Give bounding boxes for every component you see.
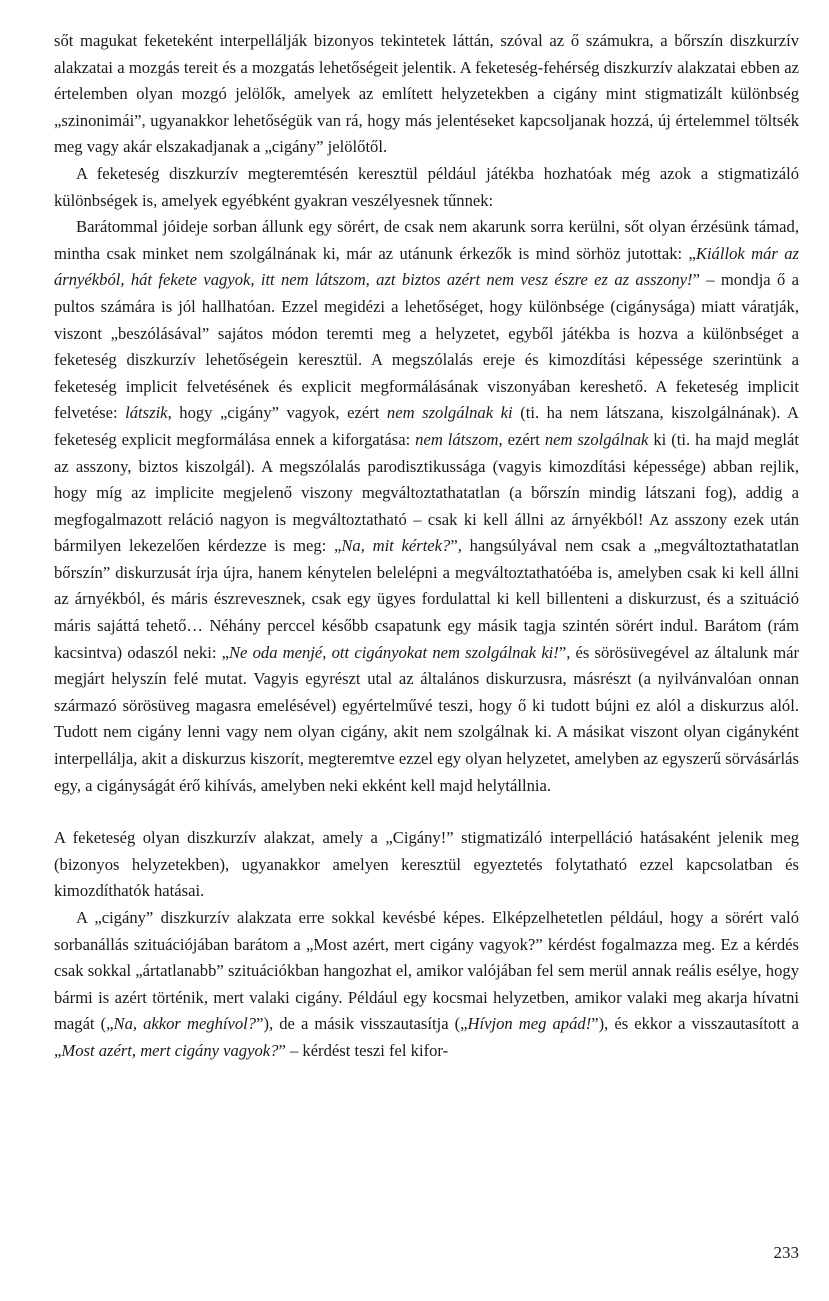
italic-quote: nem látszom	[415, 429, 499, 449]
body-text	[54, 28, 799, 1065]
text-run: ”, és sörösüvegével az általunk már megjárt helyszín felé mutat. Vagyis egyrészt utal az általános diskurzusra, másrészt (a nyilvánvalóan onnan származó sörösüveg magasra emelésével) egyértelművé teszi, hogy ő ki tudott bújni ez alól a diskurzus alól. Tudott nem cigány lenni vagy nem olyan cigány, akit nem szolgálnak ki. A másikat viszont olyan cigányként interpellálja, akit a diskurzus kiszorít, megteremtve ezzel egy olyan helyzetet, amelyben az egyszerű sörvásárlás egy, a cigányságát érő kihívás, amelyben neki ekként kell majd helytállnia.	[54, 642, 799, 795]
italic-quote: látszik	[125, 403, 168, 423]
text-run: , ezért	[498, 429, 545, 449]
paragraph	[54, 905, 799, 1065]
text-run: , hogy „cigány” vagyok, ezért	[167, 403, 387, 423]
italic-quote: nem szolgálnak ki	[386, 403, 513, 423]
text-run: ”), de a másik visszautasítja („	[256, 1014, 468, 1034]
text-run: ”), és ekkor a visszautasított a „	[54, 1014, 799, 1060]
paragraph	[54, 214, 799, 799]
italic-quote: Na, mit kértek?	[341, 536, 451, 556]
text-run: ” – mondja ő a pultos számára is jól hallhatóan. Ezzel megidézi a lehetőséget, hogy különbsége (cigánysága) miatt váratják, viszont „beszólásával” sajátos módon teremti meg a helyzetet, egyből játékba is hozva a különbséget a feketeség diszkurzív lehetőségein keresztül. A megszólalás ereje és kimozdítási képessége szerintünk a feketeség implicit felvetésének és explicit megformálásának viszonyában kereshető. A feketeség implicit felvetése:	[54, 270, 799, 423]
text-run: A feketeség olyan diszkurzív alakzat, amely a „Cigány!” stigmatizáló interpelláció hatásaként jelenik meg (bizonyos helyzetekben), ugyanakkor amelyen keresztül egyeztetés folytatható ezzel kapcsolatban és kimozdíthatók hatásai.	[54, 828, 799, 901]
text-run: Barátommal jóideje sorban állunk egy sörért, de csak nem akarunk sorra kerülni, sőt olyan érzésünk támad, mintha csak minket nem szolgálnának ki, már az utánunk érkezők is mind sörhöz jutottak: „	[54, 217, 799, 263]
text-run: ”, hangsúlyával nem csak a „megváltoztathatatlan bőrszín” diskurzusát írja újra, hanem kénytelen belelépni a megváltoztathatóéba is, amelyben csak ki kell állni az árnyékból, és máris észrevesznek, csak egy ügyes fordulattal ki kell billenteni a diskurzust, és a szituáció máris sajáttá tehető… Néhány perccel később csapatunk egy másik tagja szintén sörért indul. Barátom (rám kacsintva) odaszól neki: „	[54, 536, 799, 662]
italic-quote: nem szolgálnak	[544, 429, 649, 449]
text-run: A „cigány” diszkurzív alakzata erre sokkal kevésbé képes. Elképzelhetetlen például, hogy a sörért való sorbanállás szituációjában barátom a „Most azért, mert cigány vagyok?” kérdést fogalmazza meg. Ez a kérdés csak sokkal „ártatlanabb” szituációkban hangozhat el, amikor valójában fel sem merül annak reális esélye, hogy bármi is azért történik, mert valaki cigány. Például egy kocsmai helyzetben, amikor valaki meg akarja hívatni magát („	[54, 908, 799, 1034]
text-run: A feketeség diszkurzív megteremtésén keresztül például játékba hozhatóak még azok a stigmatizáló különbségek is, amelyek egyébként gyakran veszélyesnek tűnnek:	[54, 163, 799, 210]
italic-quote: Hívjon meg apád!	[467, 1014, 592, 1034]
text-run: (ti. ha nem látszana, kiszolgálnának). A feketeség explicit megformálása ennek a kiforgatása:	[54, 403, 799, 449]
paragraph	[54, 825, 799, 905]
page-number: 233	[773, 1243, 799, 1262]
text-run: ki (ti. ha majd meglát az asszony, biztos kiszolgál). A megszólalás parodisztikussága (vagyis kimozdítási képessége) abban rejlik, hogy míg az implicite megjelenő viszony megváltoztathatatlan (a bőrszín mindig látszani fog), addig a megfogalmazott reláció nagyon is megváltoztatható – csak ki kell állni az árnyékból! Az asszony ezek után bármilyen lekezelően kérdezze is meg: „	[54, 429, 799, 556]
italic-quote: Kiállok már az árnyékból, hát fekete vagyok, itt nem látszom, azt biztos azért nem vesz észre ez az asszony!	[54, 243, 799, 290]
paragraph	[54, 161, 799, 214]
italic-quote: Na, akkor meghívol?	[113, 1014, 257, 1034]
paragraph	[54, 28, 799, 161]
text-run: ” – kérdést teszi fel kifor-	[278, 1040, 449, 1060]
italic-quote: Most azért, mert cigány vagyok?	[61, 1040, 279, 1060]
text-run: sőt magukat feketeként interpellálják bizonyos tekintetek láttán, szóval az ő számukra, a bőrszín diszkurzív alakzatai a mozgás tereit és a mozgatás lehetőségeit jelentik. A feketeség-fehérség diszkurzív alakzatai ebben az értelemben olyan mozgó jelölők, amelyek az említett helyzetekben a cigány mint stigmatizált különbség „szinonimái”, ugyanakkor lehetőségük van rá, hogy más jelentéseket kapcsoljanak hozzá, új értelemmel töltsék meg vagy akár elszakadjanak a „cigány” jelölőtől.	[54, 31, 799, 157]
italic-quote: Ne oda menjé, ott cigányokat nem szolgálnak ki!	[228, 642, 559, 662]
